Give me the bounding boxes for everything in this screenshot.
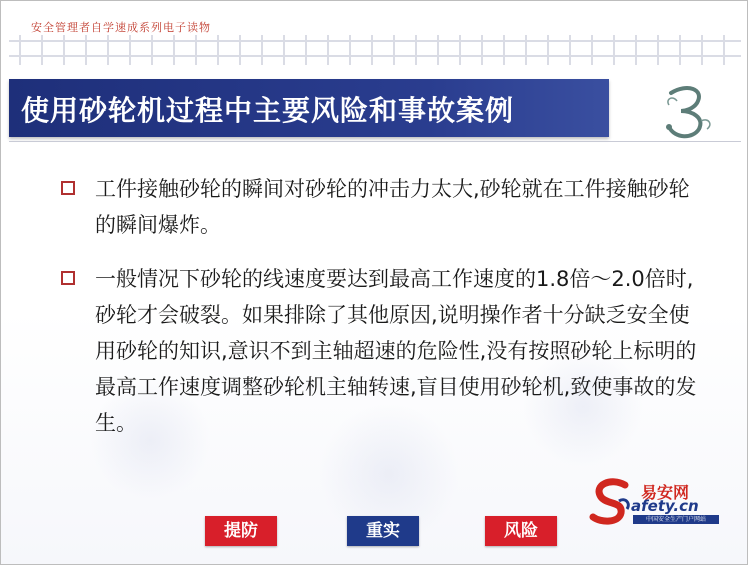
list-item: [57, 171, 697, 243]
bullet-text: 工件接触砂轮的瞬间对砂轮的冲击力太大,砂轮就在工件接触砂轮的瞬间爆炸。: [95, 177, 690, 237]
title-bar: [9, 79, 609, 137]
nav-prevent-button[interactable]: 提防: [205, 516, 277, 546]
logo-tagline: 中国安全生产门户网站: [633, 515, 719, 524]
series-label: 安全管理者自学速成系列电子读物: [31, 21, 211, 34]
bullet-list: [57, 171, 697, 459]
ornament-number-icon: [657, 81, 717, 141]
site-logo[interactable]: [589, 477, 719, 525]
divider: [9, 141, 741, 142]
slide-title: 使用砂轮机过程中主要风险和事故案例: [21, 94, 515, 127]
logo-s-icon: [589, 477, 633, 525]
logo-name-en: afety.cn: [631, 497, 699, 515]
nav-key-button[interactable]: 重实: [347, 516, 419, 546]
square-bullet-icon: [61, 271, 75, 285]
nav-risk-button[interactable]: 风险: [485, 516, 557, 546]
list-item: [57, 261, 697, 441]
decorative-key-pattern: [9, 35, 741, 65]
logo-name-cn: 易安网: [641, 483, 690, 502]
bullet-text: 一般情况下砂轮的线速度要达到最高工作速度的1.8倍～2.0倍时,砂轮才会破裂。如果排除了其他原因,说明操作者十分缺乏安全使用砂轮的知识,意识不到主轴超速的危险性,没有按照砂轮上标明的最高工作速度调整砂轮机主轴转速,盲目使用砂轮机,致使事故的发生。: [95, 267, 697, 435]
square-bullet-icon: [61, 181, 75, 195]
